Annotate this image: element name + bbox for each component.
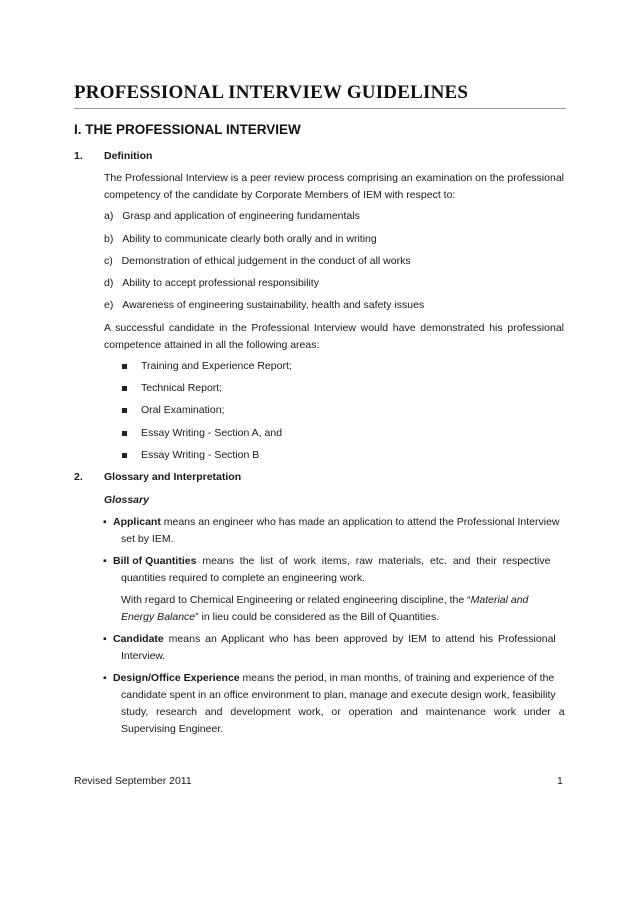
area-item: Training and Experience Report; xyxy=(141,360,292,372)
glossary-definition-cont: Supervising Engineer. xyxy=(121,723,224,735)
criteria-text: Grasp and application of engineering fundamentals xyxy=(122,210,360,222)
glossary-definition: means an Applicant who has been approved by IEM to attend his Professional xyxy=(163,633,556,645)
criteria-letter: c) xyxy=(104,255,113,267)
criteria-letter: a) xyxy=(104,210,114,222)
criteria-text: Awareness of engineering sustainability, health and safety issues xyxy=(122,299,425,311)
glossary-entry-candidate xyxy=(113,631,565,648)
glossary-definition-cont: set by IEM. xyxy=(121,533,174,545)
area-item: Technical Report; xyxy=(141,382,223,394)
glossary-definition-cont: study, research and development work, or operation and maintenance work under a xyxy=(121,706,565,718)
glossary-definition-cont: Interview. xyxy=(121,650,166,662)
footer-revised: Revised September 2011 xyxy=(74,775,192,787)
section-1-number: 1. xyxy=(74,150,83,162)
title-divider xyxy=(74,108,566,109)
criteria-item xyxy=(104,253,411,270)
criteria-letter: d) xyxy=(104,277,114,289)
boq-note-cont xyxy=(121,609,439,626)
criteria-item xyxy=(104,231,377,248)
glossary-bullet-icon: ▪ xyxy=(103,633,107,645)
criteria-letter: b) xyxy=(104,233,114,245)
boq-note-italic: Material and xyxy=(470,594,529,606)
glossary-term: Candidate xyxy=(113,633,164,645)
section-1-heading: Definition xyxy=(104,150,153,162)
glossary-entry-boq xyxy=(113,553,565,570)
glossary-definition: means the period, in man months, of training and experience of the xyxy=(239,672,555,684)
criteria-item xyxy=(104,208,360,225)
square-bullet-icon xyxy=(122,386,127,391)
glossary-bullet-icon: ▪ xyxy=(103,516,107,528)
glossary-entry-design xyxy=(113,670,565,687)
glossary-term: Design/Office Experience xyxy=(113,672,240,684)
criteria-item xyxy=(104,275,319,292)
criteria-text: Ability to communicate clearly both orally and in writing xyxy=(122,233,377,245)
section-heading: I. THE PROFESSIONAL INTERVIEW xyxy=(74,122,301,137)
definition-outro: A successful candidate in the Professional Interview would have demonstrated his professional competence attained in all the following areas: xyxy=(104,322,564,351)
criteria-item xyxy=(104,297,424,314)
definition-intro: The Professional Interview is a peer review process comprising an examination on the professional competency of the candidate by Corporate Members of IEM with respect to: xyxy=(104,172,564,201)
glossary-term: Applicant xyxy=(113,516,161,528)
glossary-definition-cont: candidate spent in an office environment to plan, manage and execute design work, feasibility xyxy=(121,689,556,701)
glossary-definition: means the list of work items, raw materials, etc. and their respective xyxy=(196,555,551,567)
glossary-bullet-icon: ▪ xyxy=(103,555,107,567)
glossary-definition-cont: quantities required to complete an engineering work. xyxy=(121,572,365,584)
boq-note xyxy=(121,592,565,609)
page-title: PROFESSIONAL INTERVIEW GUIDELINES xyxy=(74,82,469,103)
square-bullet-icon xyxy=(122,408,127,413)
area-item: Oral Examination; xyxy=(141,404,225,416)
square-bullet-icon xyxy=(122,431,127,436)
glossary-subheading: Glossary xyxy=(104,494,149,506)
area-item: Essay Writing - Section B xyxy=(141,449,260,461)
section-2-number: 2. xyxy=(74,471,83,483)
criteria-letter: e) xyxy=(104,299,114,311)
glossary-definition: means an engineer who has made an application to attend the Professional Interview xyxy=(160,516,560,528)
glossary-entry-applicant xyxy=(113,514,565,531)
square-bullet-icon xyxy=(122,364,127,369)
glossary-bullet-icon: ▪ xyxy=(103,672,107,684)
square-bullet-icon xyxy=(122,453,127,458)
area-item: Essay Writing - Section A, and xyxy=(141,427,283,439)
criteria-text: Ability to accept professional responsibility xyxy=(122,277,319,289)
boq-note-text: With regard to Chemical Engineering or related engineering discipline, the “ xyxy=(121,594,471,606)
criteria-text: Demonstration of ethical judgement in the conduct of all works xyxy=(121,255,411,267)
boq-note-text: ” in lieu could be considered as the Bill of Quantities. xyxy=(195,611,440,623)
boq-note-italic: Energy Balance xyxy=(121,611,196,623)
glossary-term: Bill of Quantities xyxy=(113,555,197,567)
section-2-heading: Glossary and Interpretation xyxy=(104,471,242,483)
footer-page-number: 1 xyxy=(557,775,563,787)
